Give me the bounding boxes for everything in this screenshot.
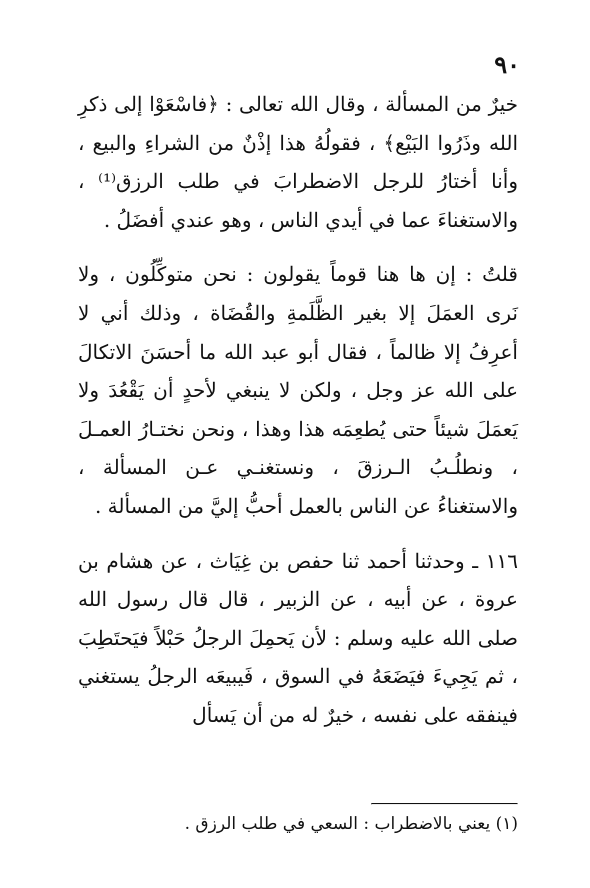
page-number: ٩٠ <box>494 50 520 79</box>
footnote-separator <box>371 803 518 805</box>
paragraph-2: قلتُ : إن ها هنا قوماً يقولون : نحن متوكِّلُون ، ولا نَرى العمَلَ إلا بغير الظَّلَمةِ والقُضَاة ، وذلك أني لا أعرِفُ إلا ظالماً ، فقال أبو عبد الله ما أحسَنَ الاتكالَ على الله عز وجل ، ولكن لا ينبغي لأحدٍ أن يَقْعُدَ ولا يَعمَلَ شيئاً حتى يُطعِمَه هذا وهذا ، ونحن نختـارُ العمـلَ ، ونطلُـبُ الـرزقَ ، ونستغنـي عـن المسألة ، والاستغناءُ عن الناس بالعمل أحبُّ إليَّ من المسألة . <box>78 262 519 518</box>
footnote: (١) يعني بالاضطراب : السعي في طلب الرزق . <box>184 814 518 834</box>
paragraph-1: خيرٌ من المسألة ، وقال الله تعالى : ﴿فاسْعَوْا إلى ذكرِ الله وذَرُوا البَيْع﴾ ، فقولُهُ هذا إذْنٌ من الشراءِ والبيع ، وأنا أختارُ للرجل الاضطرابَ في طلب الرزق⁽¹⁾ ، والاستغناءَ عما في أيدي الناس ، وهو عندي أفضَلُ . <box>78 92 518 232</box>
paragraph-3: ١١٦ ـ وحدثنا أحمد ثنا حفص بن غِيَاث ، عن هشام بن عروة ، عن أبيه ، عن الزبير ، قال قال رسول الله صلى الله عليه وسلم : لأن يَحمِلَ الرجلُ حَبْلاً فيَحتَطِبَ ، ثم يَجِيءَ فيَضَعَهُ في السوق ، فَيبيعَه الرجلُ يستغني فينفقه على نفسه ، خيرٌ له من أن يَسأل <box>78 548 519 727</box>
main-text <box>78 85 518 735</box>
